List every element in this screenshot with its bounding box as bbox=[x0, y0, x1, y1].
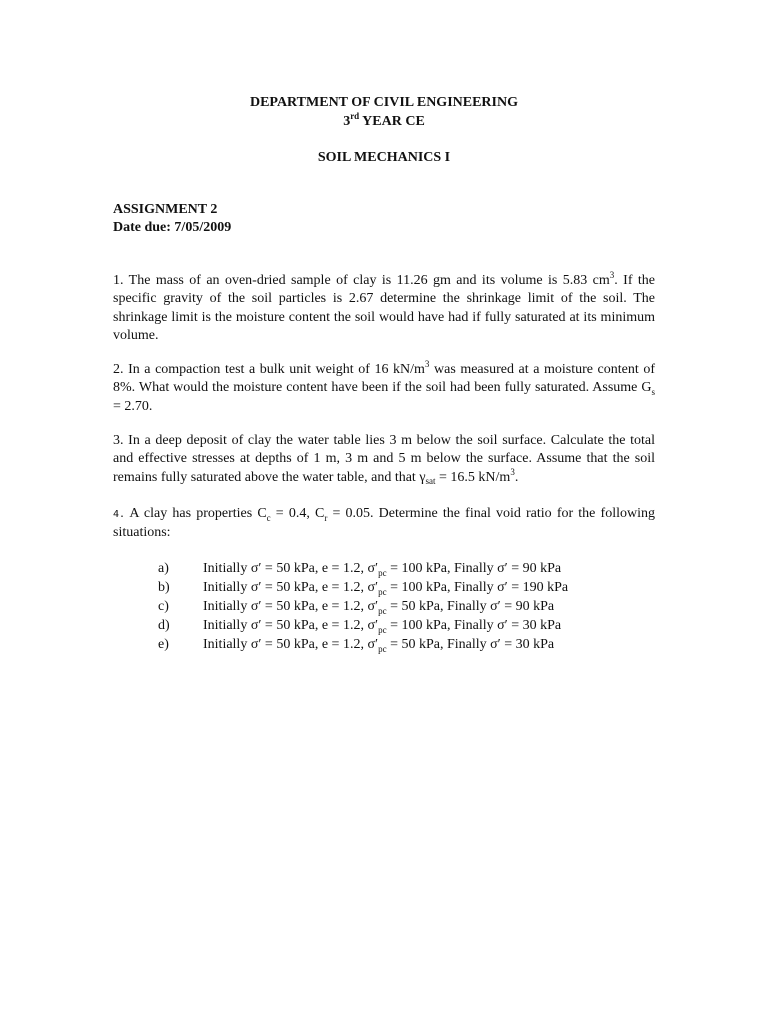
q2-text-a: 2. In a compaction test a bulk unit weight of 16 kN/m bbox=[113, 362, 425, 377]
q2-text-c: = 2.70. bbox=[113, 398, 153, 414]
q3-text-b: = 16.5 kN/m bbox=[435, 469, 511, 485]
q3-text-a: 3. In a deep deposit of clay the water table lies 3 m below the soil surface. Calculate the total and effective stresses at depths of 1 m, 3 m and 5 m below the surface. Assume that the soil remains fully saturated above the water table, and that γ bbox=[113, 433, 655, 485]
case-post: = 50 kPa, Finally σ′ = 30 kPa bbox=[386, 637, 555, 652]
q4-subscript-r: r bbox=[324, 512, 328, 523]
case-subscript: pc bbox=[378, 567, 387, 578]
case-text bbox=[203, 579, 568, 597]
case-pre: Initially σ′ = 50 kPa, e = 1.2, σ′ bbox=[203, 561, 379, 576]
year-superscript: rd bbox=[350, 111, 360, 122]
q4-number: 4. bbox=[113, 509, 126, 520]
case-subscript: pc bbox=[378, 624, 387, 635]
course-title: SOIL MECHANICS I bbox=[317, 150, 451, 165]
q4-text-b: = 0.4, C bbox=[270, 506, 325, 521]
case-letter: c) bbox=[158, 599, 169, 614]
case-subscript: pc bbox=[378, 586, 387, 597]
case-post: = 100 kPa, Finally σ′ = 30 kPa bbox=[386, 618, 562, 633]
case-post: = 100 kPa, Finally σ′ = 90 kPa bbox=[386, 561, 562, 576]
case-pre: Initially σ′ = 50 kPa, e = 1.2, σ′ bbox=[203, 599, 379, 614]
due-date: Date due: 7/05/2009 bbox=[113, 220, 232, 235]
q2-text-b: was measured at a moisture content of 8%. What would the moisture content have been if the soil had been fully saturated. Assume G bbox=[113, 362, 655, 396]
case-pre: Initially σ′ = 50 kPa, e = 1.2, σ′ bbox=[203, 618, 379, 633]
assignment-title: ASSIGNMENT 2 bbox=[113, 202, 218, 217]
case-row bbox=[113, 560, 655, 579]
case-text bbox=[203, 560, 561, 578]
case-text bbox=[203, 617, 561, 635]
q3-subscript: sat bbox=[425, 476, 436, 487]
case-post: = 50 kPa, Finally σ′ = 90 kPa bbox=[386, 599, 555, 614]
year-heading bbox=[0, 113, 768, 131]
case-pre: Initially σ′ = 50 kPa, e = 1.2, σ′ bbox=[203, 580, 379, 595]
q1-text-a: 1. The mass of an oven-dried sample of clay is 11.26 gm and its volume is 5.83 cm bbox=[113, 273, 610, 288]
case-row bbox=[113, 579, 655, 598]
year-label: YEAR CE bbox=[359, 114, 425, 129]
q4-cases bbox=[113, 560, 655, 660]
case-letter: d) bbox=[158, 618, 170, 633]
case-row bbox=[113, 617, 655, 636]
year-number: 3 bbox=[343, 114, 351, 129]
case-text bbox=[203, 636, 554, 654]
question-2 bbox=[113, 361, 655, 416]
case-pre: Initially σ′ = 50 kPa, e = 1.2, σ′ bbox=[203, 637, 379, 652]
q4-text-c: = 0.05. Determine the final void ratio for the following situations: bbox=[113, 506, 655, 541]
question-3 bbox=[113, 432, 655, 487]
department-heading: DEPARTMENT OF CIVIL ENGINEERING bbox=[249, 95, 518, 110]
case-row bbox=[113, 636, 655, 655]
case-row bbox=[113, 598, 655, 617]
question-1 bbox=[113, 272, 655, 345]
case-letter: a) bbox=[158, 561, 169, 576]
case-post: = 100 kPa, Finally σ′ = 190 kPa bbox=[386, 580, 569, 595]
q3-text-c: . bbox=[514, 469, 519, 485]
q2-subscript: s bbox=[651, 387, 655, 398]
case-subscript: pc bbox=[378, 605, 387, 616]
q4-subscript-c: c bbox=[266, 512, 271, 523]
q4-text-a: A clay has properties C bbox=[125, 506, 267, 521]
question-4 bbox=[113, 505, 655, 543]
q2-superscript: 3 bbox=[424, 359, 430, 370]
q1-text-b: . If the specific gravity of the soil particles is 2.67 determine the shrinkage limit of the soil. The shrinkage limit is the moisture content the soil would have had if fully saturated at its minimum volume. bbox=[113, 273, 656, 343]
case-letter: e) bbox=[158, 637, 169, 652]
q3-superscript: 3 bbox=[510, 466, 515, 477]
case-text bbox=[203, 598, 554, 616]
q1-superscript: 3 bbox=[609, 270, 615, 281]
case-subscript: pc bbox=[378, 643, 387, 654]
case-letter: b) bbox=[158, 580, 170, 595]
